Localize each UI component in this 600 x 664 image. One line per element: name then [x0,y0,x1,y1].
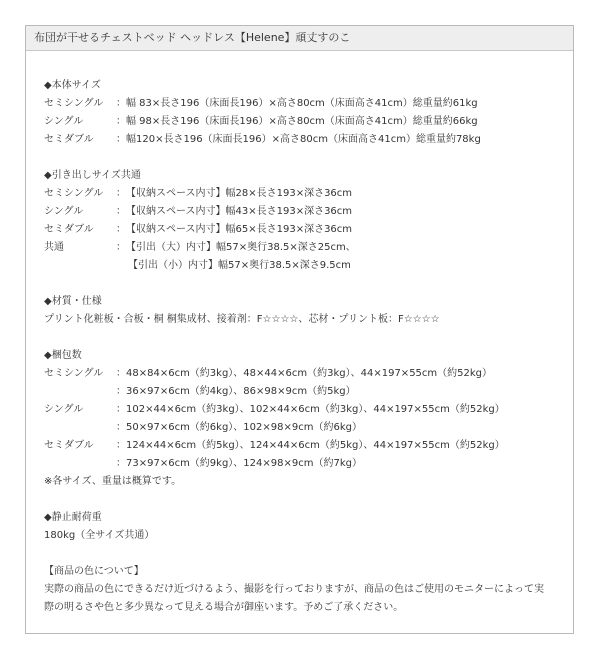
packages-note: ※各サイズ、重量は概算です。 [44,476,182,487]
row-value: 【収納スペース内寸】幅28×長さ193×深さ36cm [126,188,353,199]
row-value: 【収納スペース内寸】幅65×長さ193×深さ36cm [126,224,353,235]
drawer-size-heading: ◆引き出しサイズ共通 [44,170,141,181]
row-label: セミシングル [44,98,104,109]
row-value: 73×97×6cm（約9kg）、124×98×9cm（約7kg） [126,458,362,469]
row-separator: ： [116,224,126,235]
row-label: セミシングル [44,188,104,199]
row-separator: ： [116,206,126,217]
row-separator: ： [116,386,126,397]
load-section [44,509,573,545]
row-label [44,419,116,437]
load-heading: ◆静止耐荷重 [44,512,102,523]
row-label: シングル [44,206,84,217]
row-label: セミダブル [44,440,94,451]
material-text: プリント化粧板・合板・桐 桐集成材、接着剤：F☆☆☆☆、芯材・プリント板：F☆☆☆☆ [44,314,440,325]
row-label: セミダブル [44,224,94,235]
product-title: 布団が干せるチェストベッド ヘッドレス【Helene】頑丈すのこ [26,26,573,51]
row-value: 102×44×6cm（約3kg）、102×44×6cm（約3kg）、44×197×55cm（約52kg） [126,404,505,415]
row-separator: ： [116,188,126,199]
body-size-heading: ◆本体サイズ [44,80,101,91]
row-label: 共通 [44,242,64,253]
row-value: 【引出（大）内寸】幅57×奥行38.5×深さ25cm、 [126,242,356,253]
spec-row [44,131,573,149]
row-label: シングル [44,404,84,415]
row-value: 48×84×6cm（約3kg）、48×44×6cm（約3kg）、44×197×55cm（約52kg） [126,368,493,379]
row-label: シングル [44,116,84,127]
row-label: セミシングル [44,368,104,379]
spec-content [26,51,573,617]
row-separator: ： [116,98,126,109]
row-separator: ： [116,242,126,253]
row-separator: ： [116,404,126,415]
material-section [44,293,573,329]
body-size-section [44,77,573,149]
spec-row [44,437,573,455]
packages-section [44,347,573,491]
row-label [44,455,116,473]
row-separator [116,257,128,275]
row-label [44,257,116,275]
color-heading: 【商品の色について】 [44,566,144,577]
color-section [44,563,573,617]
row-value: 50×97×6cm（約6kg）、102×98×9cm（約6kg） [126,422,362,433]
spec-row [44,239,573,257]
spec-row [44,95,573,113]
row-value: 【収納スペース内寸】幅43×長さ193×深さ36cm [126,206,353,217]
row-separator: ： [116,440,126,451]
spec-row [44,383,573,401]
row-value: 幅120×長さ196（床面長196）×高さ80cm（床面高さ41cm）総重量約78kg [126,134,481,145]
row-value: 124×44×6cm（約5kg）、124×44×6cm（約5kg）、44×197×55cm（約52kg） [126,440,505,451]
row-separator: ： [116,368,126,379]
spec-row [44,455,573,473]
row-separator: ： [116,458,126,469]
spec-row [44,203,573,221]
packages-heading: ◆梱包数 [44,350,82,361]
color-text: 実際の商品の色にできるだけ近づけるよう、撮影を行っておりますが、商品の色はご使用のモニターによって実際の明るさや色と多少異なって見える場合が御座います。予めご了承ください。 [44,584,544,613]
product-spec-panel [25,25,574,634]
row-label: セミダブル [44,134,94,145]
row-label [44,383,116,401]
row-separator: ： [116,422,126,433]
spec-row [44,365,573,383]
row-value: 幅 83×長さ196（床面長196）×高さ80cm（床面高さ41cm）総重量約61kg [126,98,478,109]
row-separator: ： [116,134,126,145]
material-heading: ◆材質・仕様 [44,296,102,307]
row-value: 36×97×6cm（約4kg）、86×98×9cm（約5kg） [126,386,356,397]
spec-row [44,401,573,419]
drawer-size-section [44,167,573,275]
spec-row [44,185,573,203]
row-separator: ： [116,116,126,127]
load-text: 180kg（全サイズ共通） [44,530,155,541]
spec-row [44,221,573,239]
spec-row [44,419,573,437]
spec-row [44,257,573,275]
row-value: 【引出（小）内寸】幅57×奥行38.5×深さ9.5cm [128,260,351,271]
row-value: 幅 98×長さ196（床面長196）×高さ80cm（床面高さ41cm）総重量約66kg [126,116,478,127]
spec-row [44,113,573,131]
